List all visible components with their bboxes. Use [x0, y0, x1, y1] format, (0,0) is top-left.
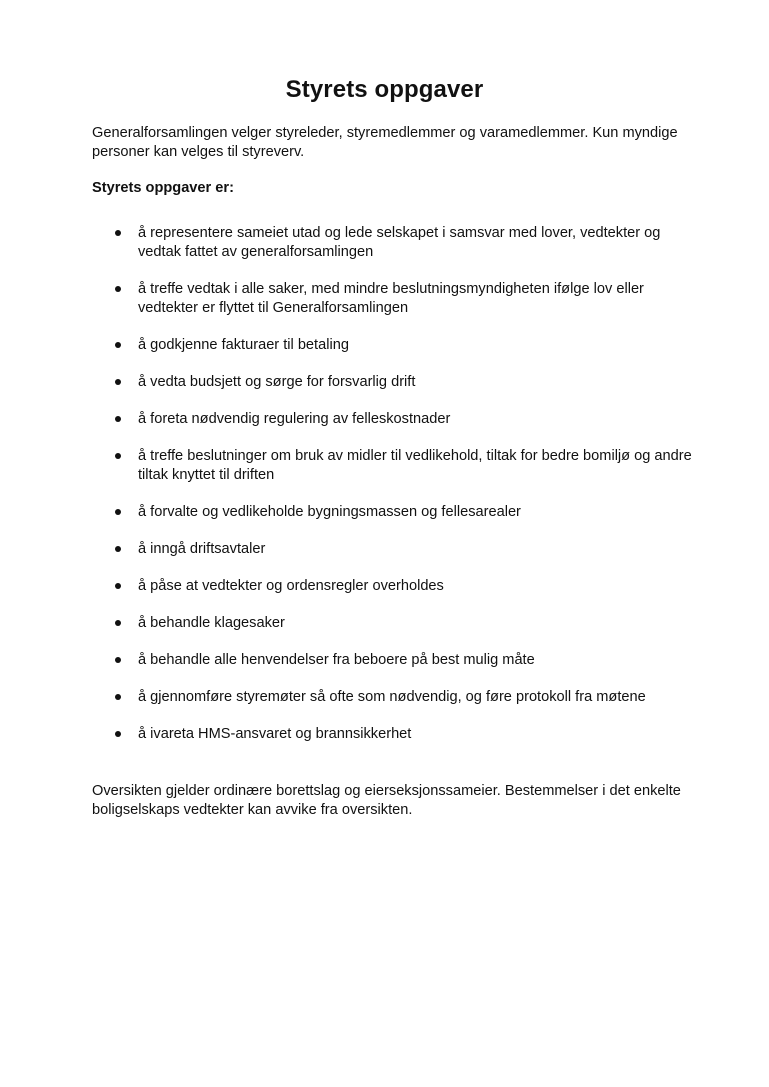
page-title: Styrets oppgaver [285, 76, 484, 103]
list-item-text: å inngå driftsavtaler [138, 541, 266, 557]
list-item-text: å påse at vedtekter og ordensregler overholdes [138, 578, 444, 594]
list-item-text: å forvalte og vedlikeholde bygningsmassen og fellesarealer [138, 504, 521, 520]
bullet-icon [115, 731, 121, 737]
list-item [92, 725, 692, 744]
list-item [92, 336, 692, 355]
bullet-icon [115, 657, 121, 663]
list-item [92, 577, 692, 596]
tasks-subheading: Styrets oppgaver er: [92, 180, 234, 196]
bullet-icon [115, 342, 121, 348]
list-item-text: å godkjenne fakturaer til betaling [138, 337, 349, 353]
bullet-icon [115, 583, 121, 589]
list-item-text: å treffe vedtak i alle saker, med mindre beslutningsmyndigheten ifølge lov eller vedtekter er flyttet til Generalforsamlingen [138, 281, 644, 316]
list-item [92, 651, 692, 670]
list-item [92, 503, 692, 522]
list-item [92, 410, 692, 429]
intro-paragraph: Generalforsamlingen velger styreleder, styremedlemmer og varamedlemmer. Kun myndige personer kan velges til styreverv. [92, 125, 678, 160]
list-item [92, 540, 692, 559]
tasks-list [92, 224, 692, 762]
footer-paragraph: Oversikten gjelder ordinære borettslag og eierseksjonssameier. Bestemmelser i det enkelte boligselskaps vedtekter kan avvike fra oversikten. [92, 783, 681, 818]
bullet-icon [115, 694, 121, 700]
bullet-icon [115, 453, 121, 459]
list-item [92, 447, 692, 485]
list-item-text: å ivareta HMS-ansvaret og brannsikkerhet [138, 726, 412, 742]
bullet-icon [115, 509, 121, 515]
list-item [92, 688, 692, 707]
list-item-text: å treffe beslutninger om bruk av midler til vedlikehold, tiltak for bedre bomiljø og andre tiltak knyttet til driften [138, 448, 692, 483]
list-item [92, 614, 692, 633]
bullet-icon [115, 416, 121, 422]
bullet-icon [115, 379, 121, 385]
bullet-icon [115, 286, 121, 292]
list-item [92, 373, 692, 392]
list-item-text: å vedta budsjett og sørge for forsvarlig drift [138, 374, 416, 390]
bullet-icon [115, 230, 121, 236]
list-item [92, 280, 692, 318]
list-item-text: å gjennomføre styremøter så ofte som nødvendig, og føre protokoll fra møtene [138, 689, 646, 705]
bullet-icon [115, 620, 121, 626]
list-item-text: å representere sameiet utad og lede selskapet i samsvar med lover, vedtekter og vedtak fattet av generalforsamlingen [138, 225, 661, 260]
list-item [92, 224, 692, 262]
list-item-text: å behandle klagesaker [138, 615, 285, 631]
list-item-text: å behandle alle henvendelser fra beboere på best mulig måte [138, 652, 535, 668]
list-item-text: å foreta nødvendig regulering av felleskostnader [138, 411, 451, 427]
bullet-icon [115, 546, 121, 552]
